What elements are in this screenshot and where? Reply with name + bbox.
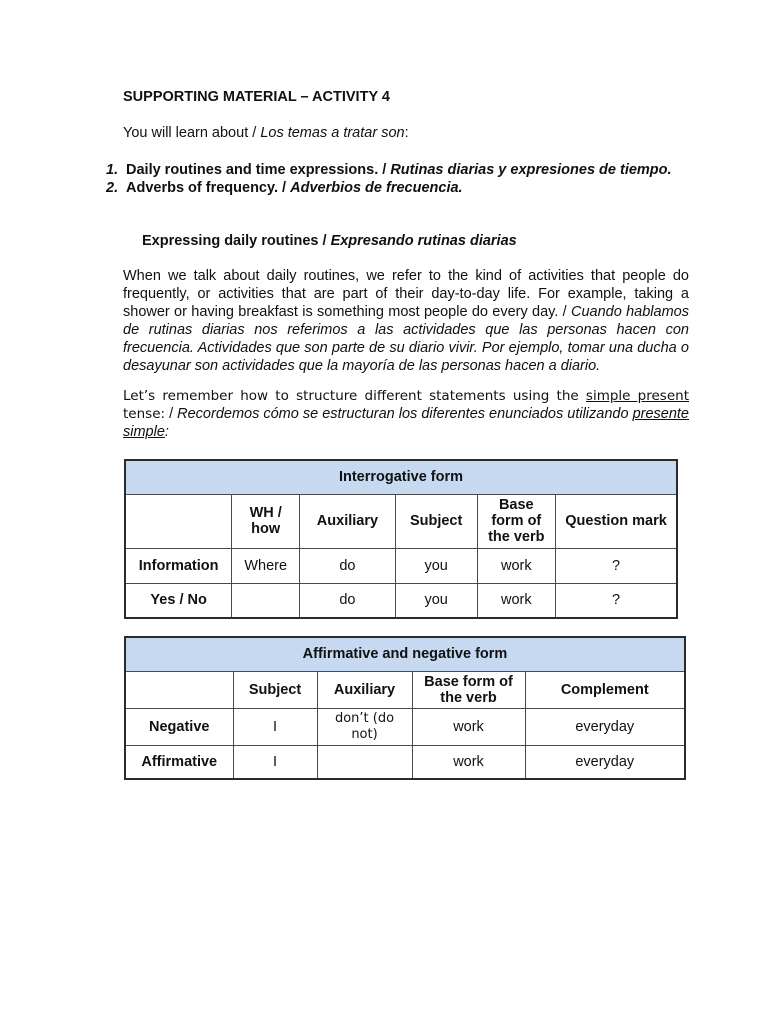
section-heading-en: Expressing daily routines / (142, 233, 331, 249)
table-row (125, 548, 677, 583)
header-cell (125, 671, 233, 708)
topic-en: Daily routines and time expressions. / (126, 162, 391, 178)
header-cell: Subject (395, 494, 477, 548)
intro-line (123, 125, 409, 141)
table-cell: I (233, 708, 317, 745)
table-cell: everyday (525, 745, 685, 779)
table-cell (232, 583, 300, 618)
list-item (106, 179, 686, 197)
table-cell: work (412, 708, 525, 745)
header-cell: Complement (525, 671, 685, 708)
paragraph-end: : (164, 424, 169, 440)
header-cell: Base form of the verb (412, 671, 525, 708)
list-number: 2. (106, 180, 119, 196)
list-number: 1. (106, 162, 119, 178)
header-cell: Subject (233, 671, 317, 708)
list-item (106, 161, 686, 179)
table-cell: don’t (do not) (317, 708, 412, 745)
row-label: Yes / No (125, 583, 232, 618)
header-cell: Auxiliary (317, 671, 412, 708)
table-cell: ? (556, 548, 677, 583)
header-cell: Question mark (556, 494, 677, 548)
paragraph-es: Cuando hablamos de rutinas diarias nos referimos a las actividades que las personas hacen con frecuencia. Actividades que son parte de su diario vivir. Por ejemplo, tomar una ducha o desayunar son actividades que la mayoría de las personas hacen a diario. (123, 304, 689, 374)
paragraph-es: Recordemos cómo se estructuran los diferentes enunciados utilizando (177, 406, 633, 422)
table-cell: work (412, 745, 525, 779)
intro-es: Los temas a tratar son (260, 125, 405, 141)
table-cell: you (395, 583, 477, 618)
table-cell: do (300, 548, 396, 583)
header-cell: WH / how (232, 494, 300, 548)
table-caption: Interrogative form (125, 460, 677, 494)
table-cell: do (300, 583, 396, 618)
topic-es: Adverbios de frecuencia. (290, 180, 463, 196)
interrogative-form-table (124, 459, 678, 619)
paragraph-mid: tense: (123, 406, 166, 422)
table-row (125, 745, 685, 779)
paragraph-lead: Let’s remember how to structure different statements using the (123, 388, 586, 404)
table-caption: Affirmative and negative form (125, 637, 685, 671)
row-label: Negative (125, 708, 233, 745)
table-caption-row (125, 637, 685, 671)
header-cell (125, 494, 232, 548)
paragraph-simple-present (123, 387, 689, 441)
section-heading-es: Expresando rutinas diarias (330, 233, 517, 249)
section-heading (142, 233, 517, 249)
intro-colon: : (404, 125, 409, 141)
presente-simple-term: presente simple (123, 406, 689, 440)
row-label: Affirmative (125, 745, 233, 779)
table-header-row (125, 494, 677, 548)
intro-en: You will learn about / (123, 125, 261, 141)
topic-en: Adverbs of frequency. / (126, 180, 291, 196)
table-row (125, 583, 677, 618)
paragraph-sep: / (165, 406, 178, 422)
page-title: SUPPORTING MATERIAL – ACTIVITY 4 (123, 89, 390, 105)
table-cell: I (233, 745, 317, 779)
header-cell: Base form of the verb (477, 494, 556, 548)
simple-present-term: simple present (585, 388, 689, 404)
table-header-row (125, 671, 685, 708)
header-cell: Auxiliary (300, 494, 396, 548)
table-cell: work (477, 548, 556, 583)
table-row (125, 708, 685, 745)
table-cell: work (477, 583, 556, 618)
table-caption-row (125, 460, 677, 494)
table-cell: ? (556, 583, 677, 618)
table-cell: you (395, 548, 477, 583)
table-cell: Where (232, 548, 300, 583)
topic-es: Rutinas diarias y expresiones de tiempo. (390, 162, 672, 178)
affirmative-negative-table (124, 636, 686, 780)
paragraph-daily-routines (123, 267, 689, 375)
table-cell (317, 745, 412, 779)
paragraph-en: When we talk about daily routines, we refer to the kind of activities that people do frequently, or activities that are part of their day-to-day life. For example, taking a shower or having breakfast is something most people do every day. / (123, 268, 689, 320)
row-label: Information (125, 548, 232, 583)
table-cell: everyday (525, 708, 685, 745)
topic-list (106, 161, 686, 197)
